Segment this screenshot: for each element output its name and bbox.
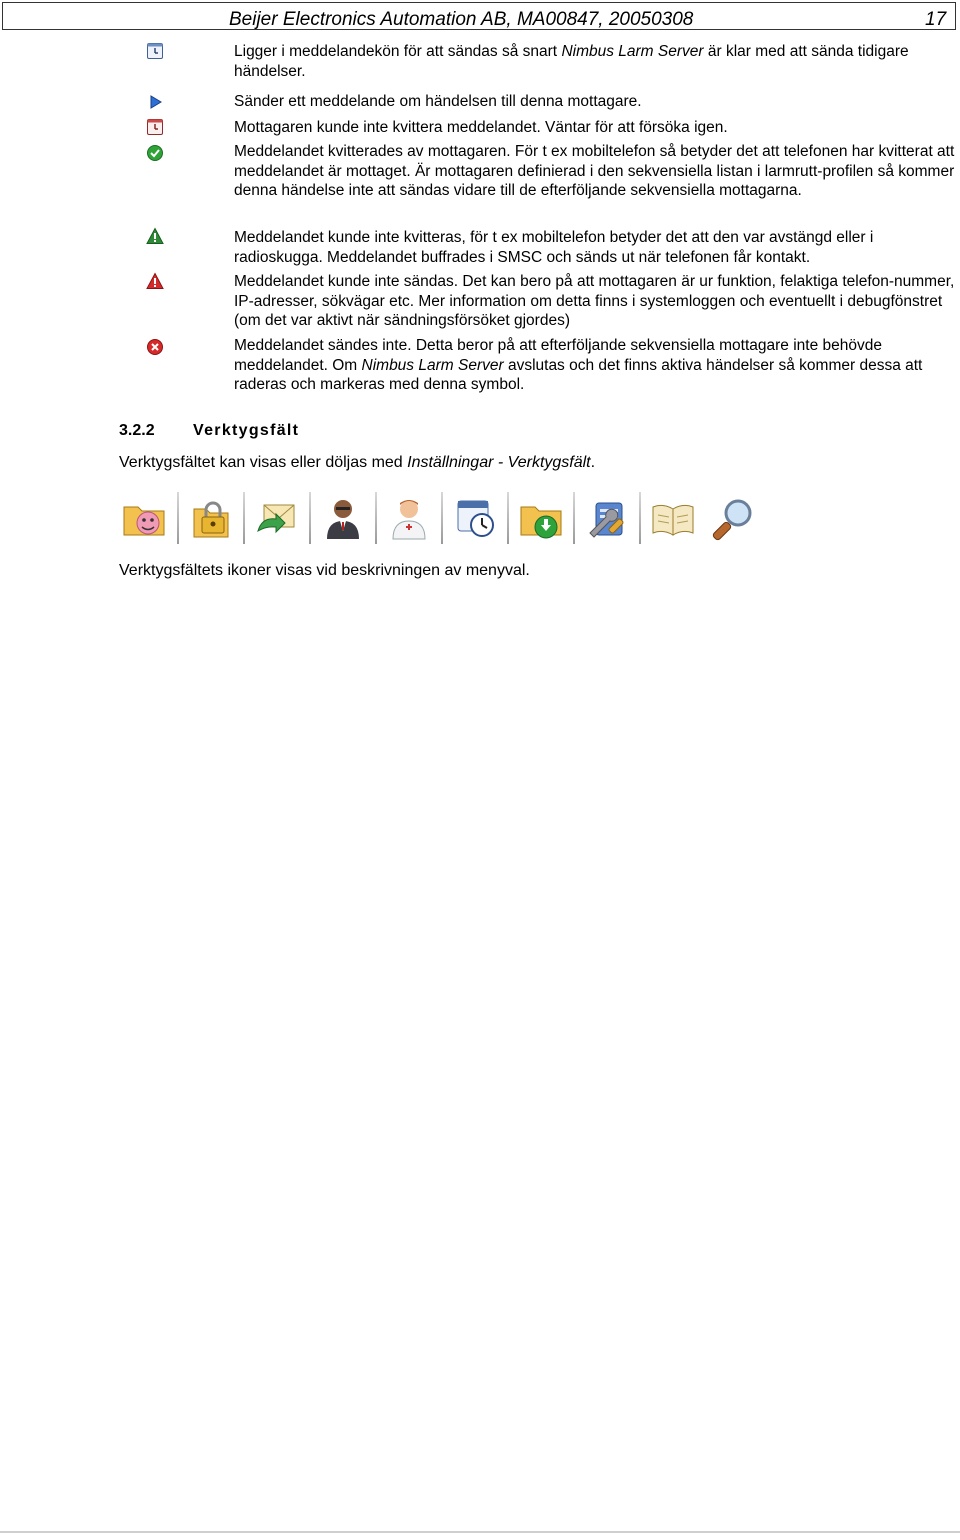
send-failed-red-warning-icon (146, 272, 164, 290)
person-doctor-icon[interactable] (379, 491, 439, 545)
page-header (2, 2, 956, 30)
footer-divider (0, 1531, 960, 1533)
toolbar-separator (573, 492, 575, 544)
status-description-acknowledged: Meddelandet kvitterades av mottagaren. För t ex mobiltelefon så betyder det att telefonen har kvitterat att meddelandet är mottaget. Är mottagaren definierad i den sekvensiella listan i larmrutt-profilen så kommer denna händelse inte att sändas vidare till de efterföljande sekvensiella mottagarna. (234, 143, 955, 199)
not-acknowledged-green-warning-icon (146, 227, 164, 245)
toolbar-separator (441, 492, 443, 544)
toolbar-illustration (115, 489, 763, 547)
calendar-clock-icon[interactable] (445, 491, 505, 545)
search-magnifier-icon[interactable] (703, 491, 763, 545)
tools-settings-icon[interactable] (577, 491, 637, 545)
status-description-not-sent: Meddelandet sändes inte. Detta beror på att efterföljande sekvensiella mottagare inte behövde meddelandet. Om Nimbus Larm Server avslutas och det finns aktiva händelser så kommer dessa att raderas och markeras med denna symbol. (234, 337, 923, 393)
toolbar-separator (507, 492, 509, 544)
toolbar-separator (639, 492, 641, 544)
folder-download-icon[interactable] (511, 491, 571, 545)
not-sent-cancel-icon (146, 338, 164, 356)
send-arrow-icon (146, 93, 164, 111)
status-description-sending: Sänder ett meddelande om händelsen till denna mottagare. (234, 93, 642, 110)
toolbar-icons-paragraph: Verktygsfältets ikoner visas vid beskrivningen av menyval. (119, 562, 530, 579)
toolbar-separator (243, 492, 245, 544)
menu-path: Inställningar - Verktygsfält (407, 454, 591, 471)
toolbar-separator (177, 492, 179, 544)
open-folder-face-icon[interactable] (115, 491, 175, 545)
status-description-retry: Mottagaren kunde inte kvittera meddelandet. Väntar för att försöka igen. (234, 119, 728, 136)
status-description-send-failed: Meddelandet kunde inte sändas. Det kan bero på att mottagaren är ur funktion, felaktiga telefon-nummer, IP-adresser, sökvägar etc. Mer information om detta finns i systemloggen och eventuellt i debugfönstret (om det var aktivt när sändningsförsöket gjordes) (234, 273, 955, 329)
product-name: Nimbus Larm Server (561, 43, 704, 60)
toolbar-separator (375, 492, 377, 544)
status-description-not-acknowledged: Meddelandet kunde inte kvitteras, för t ex mobiltelefon betyder det att den var avstängd eller i radioskugga. Meddelandet buffrades i SMSC och sänds ut när telefonen får kontakt. (234, 229, 874, 266)
product-name: Nimbus Larm Server (361, 356, 504, 374)
waiting-clock-red-icon (146, 118, 164, 136)
section-heading (119, 422, 299, 440)
toolbar-visibility-paragraph: Verktygsfältet kan visas eller döljas med Inställningar - Verktygsfält. (119, 454, 596, 471)
section-title: Verktygsfält (193, 422, 300, 439)
toolbar-separator (309, 492, 311, 544)
header-title: Beijer Electronics Automation AB, MA00847, 20050308 (229, 9, 694, 30)
lock-folder-icon[interactable] (181, 491, 241, 545)
page-number: 17 (925, 9, 947, 30)
queued-clock-icon (146, 42, 164, 60)
book-icon[interactable] (643, 491, 703, 545)
mail-arrow-icon[interactable] (247, 491, 307, 545)
person-suit-icon[interactable] (313, 491, 373, 545)
acknowledged-check-icon (146, 144, 164, 162)
section-number: 3.2.2 (119, 422, 155, 439)
status-description-queued: Ligger i meddelandekön för att sändas så snart Nimbus Larm Server är klar med att sända tidigare händelser. (234, 43, 909, 80)
